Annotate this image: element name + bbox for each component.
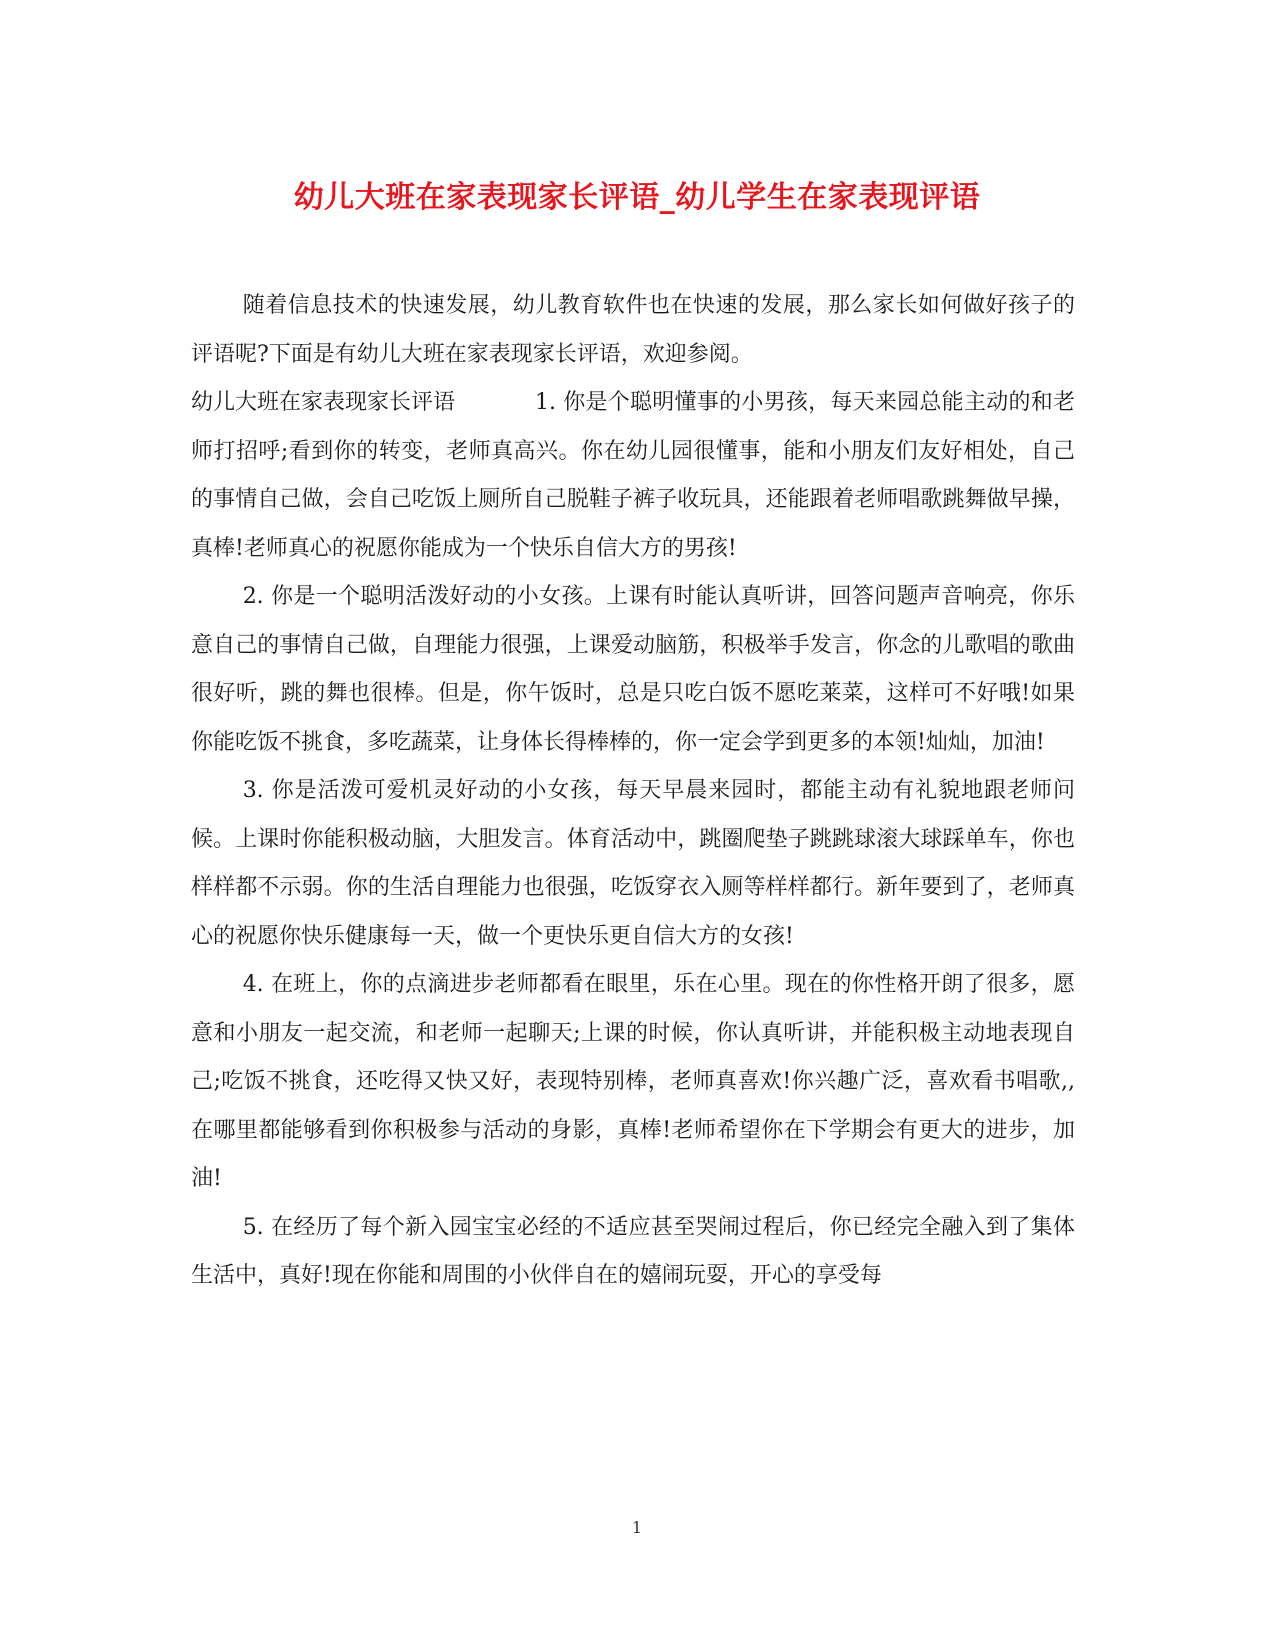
comment-paragraph-5: 5. 在经历了每个新入园宝宝必经的不适应甚至哭闹过程后，你已经完全融入到了集体生活中，真好!现在你能和周围的小伙伴自在的嬉闹玩耍，开心的享受每 (191, 1214, 1075, 1288)
intro-paragraph: 随着信息技术的快速发展，幼儿教育软件也在快速的发展，那么家长如何做好孩子的评语呢?下面是有幼儿大班在家表现家长评语，欢迎参阅。 (191, 293, 1075, 367)
comment-paragraph-4: 4. 在班上，你的点滴进步老师都看在眼里，乐在心里。现在的你性格开朗了很多，愿意和小朋友一起交流，和老师一起聊天;上课的时候，你认真听讲，并能积极主动地表现自己;吃饭不挑食，还吃得又快又好，表现特别棒，老师真喜欢!你兴趣广泛，喜欢看书唱歌,,在哪里都能够看到你积极参与活动的身影，真棒!老师希望你在下学期会有更大的进步，加油! (191, 972, 1075, 1191)
document-body (191, 282, 1075, 1301)
document-title: 幼儿大班在家表现家长评语_幼儿学生在家表现评语 (293, 180, 981, 215)
section-label: 幼儿大班在家表现家长评语 (191, 390, 456, 415)
comment-paragraph-1 (191, 379, 1075, 573)
comment-paragraph-3: 3. 你是活泼可爱机灵好动的小女孩，每天早晨来园时，都能主动有礼貌地跟老师问候。上课时你能积极动脑，大胆发言。体育活动中，跳圈爬垫子跳跳球滚大球踩单车，你也样样都不示弱。你的生活自理能力也很强，吃饭穿衣入厕等样样都行。新年要到了，老师真心的祝愿你快乐健康每一天，做一个更快乐更自信大方的女孩! (191, 778, 1075, 949)
page-number: 1 (631, 1518, 643, 1537)
comment-1-text: 1. 你是个聪明懂事的小男孩，每天来园总能主动的和老师打招呼;看到你的转变，老师真高兴。你在幼儿园很懂事，能和小朋友们友好相处，自己的事情自己做，会自己吃饭上厕所自己脱鞋子裤子收玩具，还能跟着老师唱歌跳舞做早操，真棒!老师真心的祝愿你能成为一个快乐自信大方的男孩! (191, 390, 1075, 561)
comment-paragraph-2: 2. 你是一个聪明活泼好动的小女孩。上课有时能认真听讲，回答问题声音响亮，你乐意自己的事情自己做，自理能力很强，上课爱动脑筋，积极举手发言，你念的儿歌唱的歌曲很好听，跳的舞也很棒。但是，你午饭时，总是只吃白饭不愿吃莱菜，这样可不好哦!如果你能吃饭不挑食，多吃蔬菜，让身体长得棒棒的，你一定会学到更多的本领!灿灿，加油! (191, 584, 1075, 755)
